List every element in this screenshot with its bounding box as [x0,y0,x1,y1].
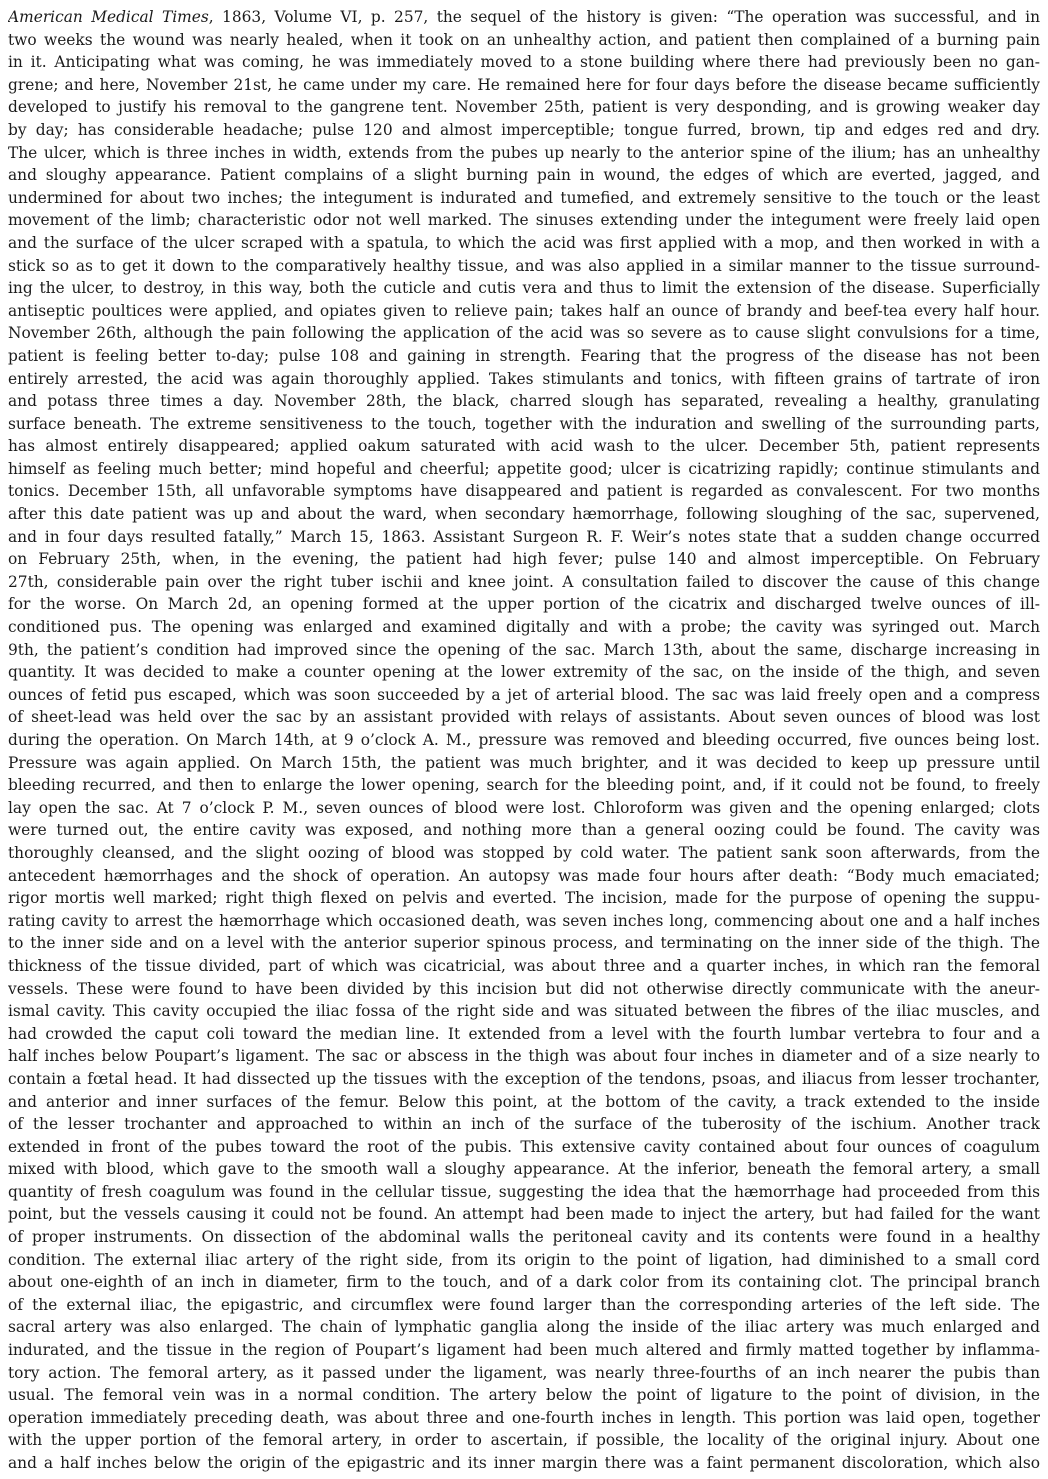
text-line: after this date patient was up and about the ward, when secondary hæmorrhage, following sloughing of the sac, supervened, [8,505,1040,524]
text-line: thoroughly cleansed, and the slight oozing of blood was stopped by cold water. The patient sank soon afterwards, from the [8,843,1040,862]
text-line: and a half inches below the origin of the epigastric and its inner margin there was a faint permanent discoloration, which also [8,1454,1040,1472]
text-line: quantity of fresh coagulum was found in the cellular tissue, suggesting the idea that the hæmorrhage had proceeded from this [8,1182,1040,1201]
text-line: quantity. It was decided to make a counter opening at the lower extremity of the sac, on the inside of the thigh, and seven [8,663,1040,682]
text-line: tory action. The femoral artery, as it passed under the ligament, was nearly three-fourths of an inch nearer the pubis than [8,1363,1040,1382]
text-line: and anterior and inner surfaces of the femur. Below this point, at the bottom of the cavity, a track extended to the inside [8,1092,1040,1111]
text-line: has almost entirely disappeared; applied oakum saturated with acid wash to the ulcer. December 5th, patient represents [8,437,1040,456]
text-line: ounces of fetid pus escaped, which was soon succeeded by a jet of arterial blood. The sac was laid freely open and a compress [8,685,1040,704]
line-text: , 1863, Volume VI, p. 257, the sequel of the history is given: “The operation was successful, and in [208,8,1040,26]
document-page [8,6,1040,1476]
text-line: antiseptic poultices were applied, and opiates given to relieve pain; takes half an ounce of brandy and beef-tea every half hour. [8,301,1040,320]
text-line: on February 25th, when, in the evening, the patient had high fever; pulse 140 and almost imperceptible. On February [8,550,1040,569]
text-line: and the surface of the ulcer scraped with a spatula, to which the acid was first applied with a mop, and then worked in with a [8,233,1040,252]
text-line: had crowded the caput coli toward the median line. It extended from a level with the fourth lumbar vertebra to four and a [8,1024,1040,1043]
text-line: point, but the vessels causing it could not be found. An attempt had been made to inject the artery, but had failed for the want [8,1205,1040,1224]
text-line: for the worse. On March 2d, an opening formed at the upper portion of the cicatrix and discharged twelve ounces of ill- [8,595,1040,614]
text-line: vessels. These were found to have been divided by this incision but did not otherwise directly communicate with the aneur- [8,979,1040,998]
text-line: during the operation. On March 14th, at 9 o’clock A. M., pressure was removed and bleeding occurred, five ounces being lost. [8,731,1040,749]
text-line: rigor mortis well marked; right thigh flexed on pelvis and everted. The incision, made for the purpose of opening the suppu- [8,889,1040,908]
text-line: contain a fœtal head. It had dissected up the tissues with the exception of the tendons, psoas, and iliacus from lesser trochanter, [8,1069,1040,1088]
citation-source: American Medical Times [8,8,209,26]
text-line: and in four days resulted fatally,” March 15, 1863. Assistant Surgeon R. F. Weir’s notes state that a sudden change occurred [8,527,1040,546]
text-line: ismal cavity. This cavity occupied the iliac fossa of the right side and was situated between the fibres of the iliac muscles, and [8,1002,1040,1021]
text-line: to the inner side and on a level with the anterior superior spinous process, and terminating on the inner side of the thigh. The [8,934,1040,953]
text-line: tonics. December 15th, all unfavorable symptoms have disappeared and patient is regarded as convalescent. For two months [8,482,1040,501]
text-line: in it. Anticipating what was coming, he was immediately moved to a stone building where there had previously been no gan- [8,53,1040,72]
text-line: November 26th, although the pain following the application of the acid was so severe as to cause slight convulsions for a time, [8,324,1040,343]
text-line: bleeding recurred, and then to enlarge the lower opening, search for the bleeding point, and, if it could not be found, to freely [8,776,1040,795]
text-line: and potass three times a day. November 28th, the black, charred slough has separated, revealing a healthy, granulating [8,392,1040,411]
text-line: were turned out, the entire cavity was exposed, and nothing more than a general oozing could be found. The cavity was [8,821,1040,840]
text-line: entirely arrested, the acid was again thoroughly applied. Takes stimulants and tonics, with fifteen grains of tartrate of iron [8,369,1040,388]
text-line: mixed with blood, which gave to the smooth wall a sloughy appearance. At the inferior, beneath the femoral artery, a small [8,1160,1040,1179]
text-line: Pressure was again applied. On March 15th, the patient was much brighter, and it was decided to keep up pressure until [8,753,1040,772]
text-line: developed to justify his removal to the gangrene tent. November 25th, patient is very desponding, and is growing weaker day [8,98,1040,117]
text-line: and sloughy appearance. Patient complains of a slight burning pain in wound, the edges of which are everted, jagged, and [8,166,1040,185]
text-line: himself as feeling much better; mind hopeful and cheerful; appetite good; ulcer is cicatrizing rapidly; continue stimulants and [8,459,1040,478]
text-line: operation immediately preceding death, was about three and one-fourth inches in length. This portion was laid open, together [8,1408,1040,1427]
text-line: with the upper portion of the femoral artery, in order to ascertain, if possible, the locality of the original injury. About one [8,1431,1040,1450]
text-line: extended in front of the pubes toward the root of the pubis. This extensive cavity contained about four ounces of coagulum [8,1137,1040,1156]
text-line: 27th, considerable pain over the right tuber ischii and knee joint. A consultation failed to discover the cause of this change [8,572,1040,591]
text-line: patient is feeling better to-day; pulse 108 and gaining in strength. Fearing that the progress of the disease has not been [8,346,1040,365]
text-line: usual. The femoral vein was in a normal condition. The artery below the point of ligature to the point of division, in the [8,1386,1040,1405]
text-line: 9th, the patient’s condition had improved since the opening of the sac. March 13th, about the same, discharge increasing in [8,640,1040,659]
text-line: about one-eighth of an inch in diameter, firm to the touch, and of a dark color from its containing clot. The principal branch [8,1273,1040,1292]
text-line: antecedent hæmorrhages and the shock of operation. An autopsy was made four hours after death: “Body much emaciated; [8,866,1040,885]
text-line: of sheet-lead was held over the sac by an assistant provided with relays of assistants. About seven ounces of blood was lost [8,708,1040,727]
text-line: two weeks the wound was nearly healed, when it took on an unhealthy action, and patient then complained of a burning pain [8,30,1040,49]
text-line: movement of the limb; characteristic odor not well marked. The sinuses extending under the integument were freely laid open [8,211,1040,230]
text-line: ing the ulcer, to destroy, in this way, both the cuticle and cutis vera and thus to limit the extension of the disease. Superficially [8,279,1040,298]
text-line: thickness of the tissue divided, part of which was cicatricial, was about three and a quarter inches, in which ran the femoral [8,956,1040,975]
text-line: sacral artery was also enlarged. The chain of lymphatic ganglia along the inside of the iliac artery was much enlarged and [8,1318,1040,1337]
text-line: lay open the sac. At 7 o’clock P. M., seven ounces of blood were lost. Chloroform was given and the opening enlarged; clots [8,798,1040,817]
text-line: by day; has considerable headache; pulse 120 and almost imperceptible; tongue furred, brown, tip and edges red and dry. [8,120,1040,139]
text-line: of the external iliac, the epigastric, and circumflex were found larger than the corresponding arteries of the left side. The [8,1295,1040,1314]
text-line: indurated, and the tissue in the region of Poupart’s ligament had been much altered and firmly matted together by inflamma- [8,1341,1040,1360]
text-line: half inches below Poupart’s ligament. The sac or abscess in the thigh was about four inches in diameter and of a size nearly to [8,1047,1040,1066]
text-line: rating cavity to arrest the hæmorrhage which occasioned death, was seven inches long, commencing about one and a half inches [8,911,1040,930]
text-line [8,6,1040,29]
text-line: condition. The external iliac artery of the right side, from its origin to the point of ligation, had diminished to a small cord [8,1250,1040,1269]
text-line: of proper instruments. On dissection of the abdominal walls the peritoneal cavity and its contents were found in a healthy [8,1228,1040,1247]
text-line: stick so as to get it down to the comparatively healthy tissue, and was also applied in a similar manner to the tissue surround- [8,256,1040,275]
text-line: conditioned pus. The opening was enlarged and examined digitally and with a probe; the cavity was syringed out. March [8,618,1040,637]
text-line: The ulcer, which is three inches in width, extends from the pubes up nearly to the anterior spine of the ilium; has an unhealthy [8,143,1040,162]
text-line: surface beneath. The extreme sensitiveness to the touch, together with the induration and swelling of the surrounding parts, [8,414,1040,433]
text-line: grene; and here, November 21st, he came under my care. He remained here for four days before the disease became sufficiently [8,75,1040,94]
text-line: of the lesser trochanter and approached to within an inch of the surface of the tuberosity of the ischium. Another track [8,1115,1040,1134]
text-line: undermined for about two inches; the integument is indurated and tumefied, and extremely sensitive to the touch or the least [8,188,1040,207]
